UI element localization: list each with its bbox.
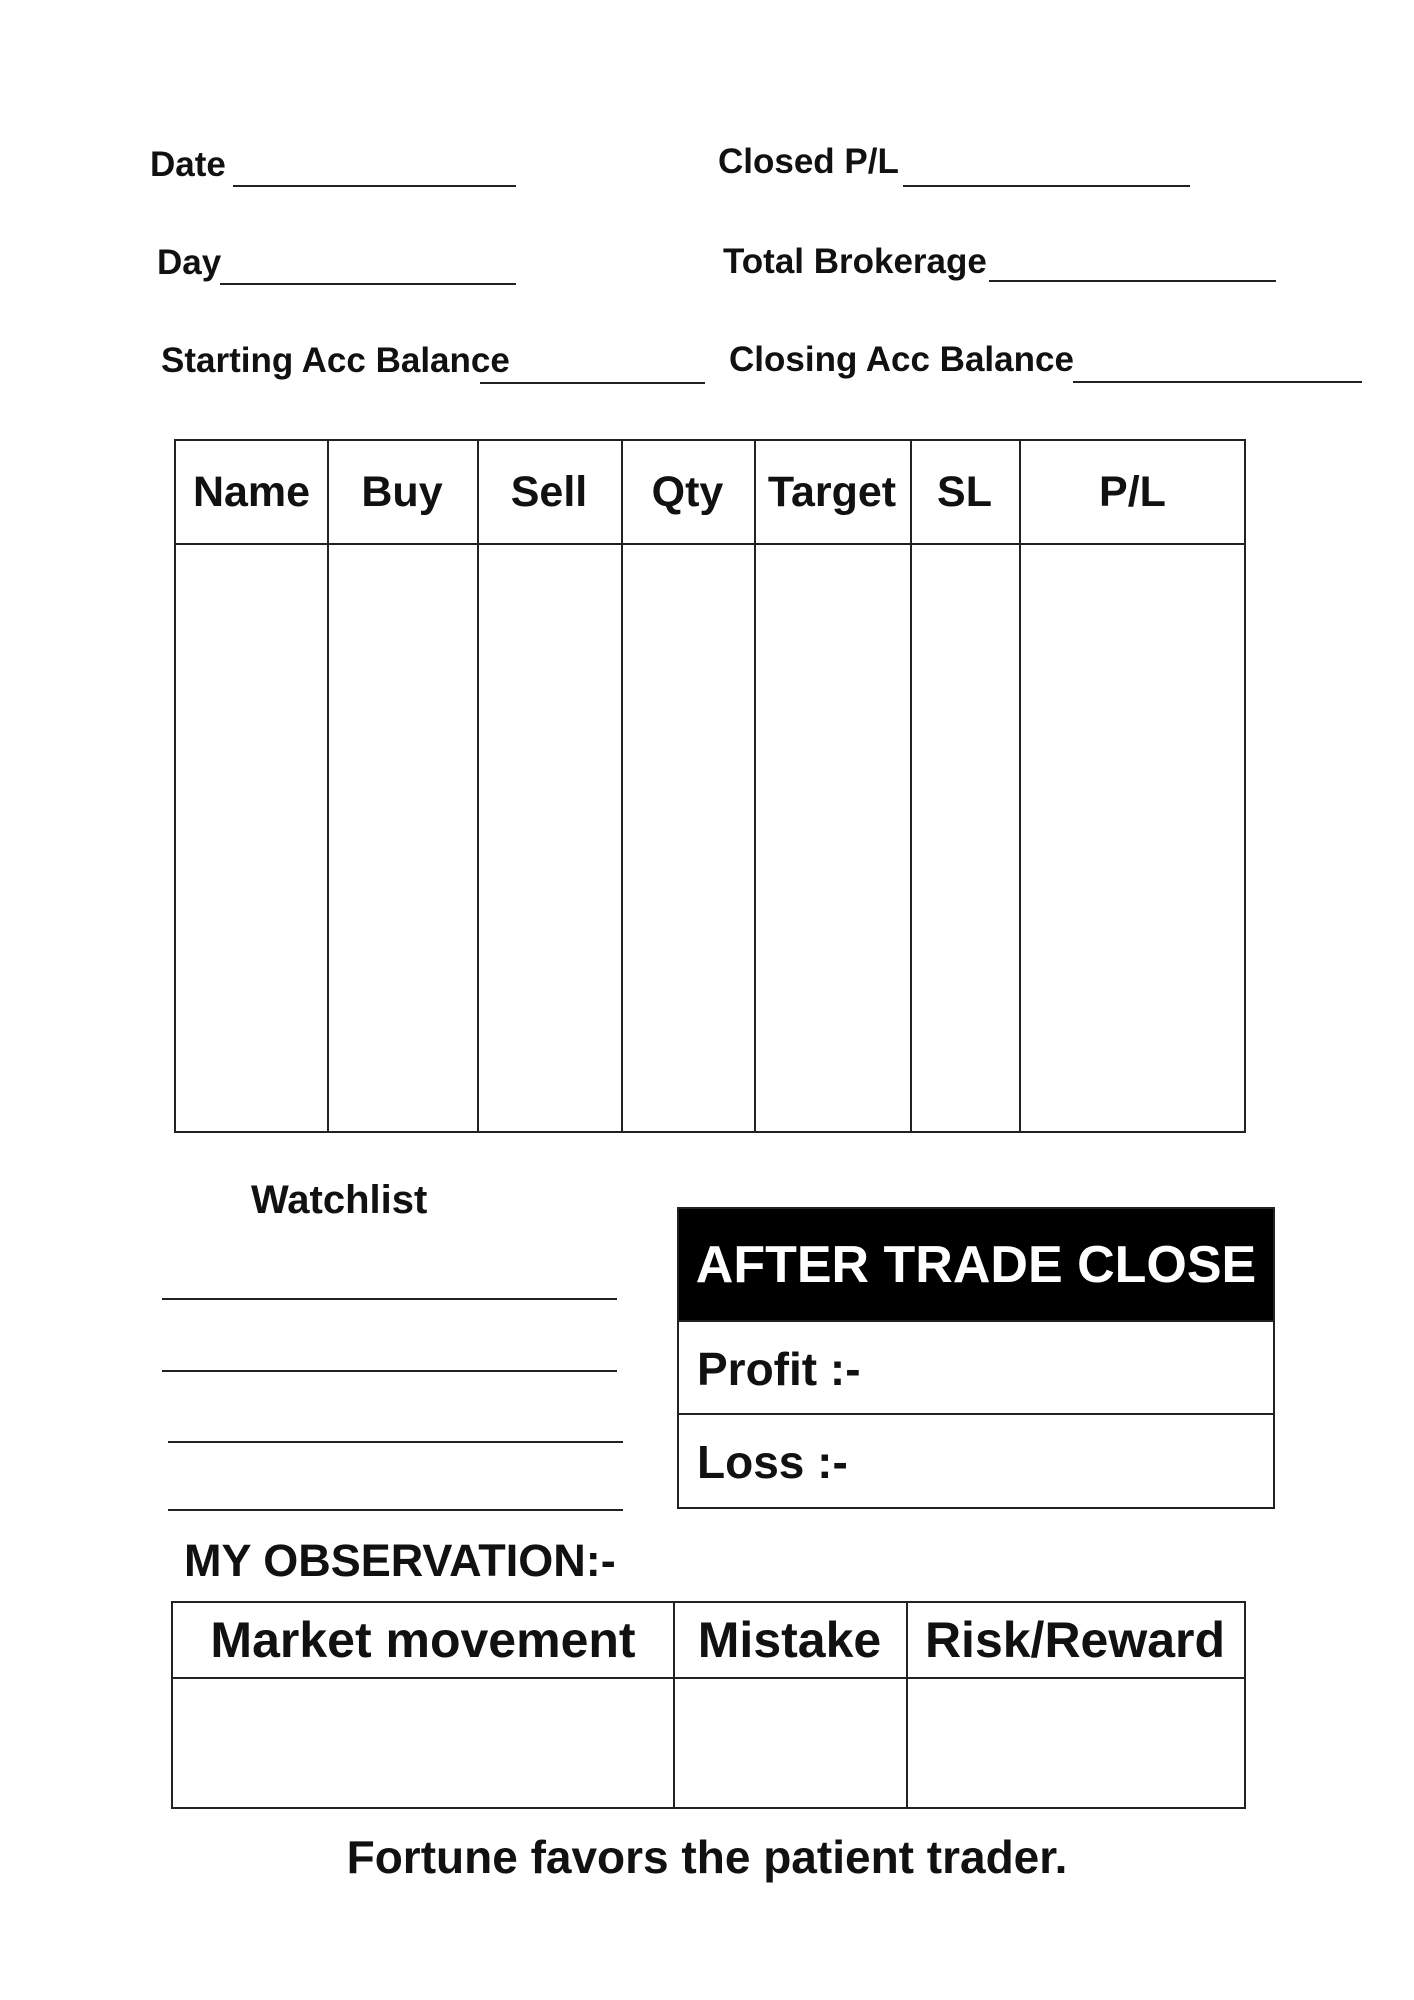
closed-pl-line[interactable] bbox=[903, 185, 1190, 187]
header-buy: Buy bbox=[361, 468, 443, 516]
motto-text: Fortune favors the patient trader. bbox=[346, 1831, 1068, 1883]
starting-balance-line[interactable] bbox=[480, 382, 705, 384]
watchlist-line[interactable] bbox=[168, 1441, 623, 1443]
header-target: Target bbox=[767, 468, 897, 516]
header-market-movement: Market movement bbox=[210, 1612, 636, 1668]
date-label: Date bbox=[150, 145, 226, 184]
loss-row: Loss :- bbox=[679, 1413, 1273, 1509]
day-label: Day bbox=[157, 243, 222, 282]
header-name: Name bbox=[192, 468, 311, 516]
watchlist-line[interactable] bbox=[162, 1370, 617, 1372]
date-line[interactable] bbox=[233, 185, 516, 187]
total-brokerage-line[interactable] bbox=[989, 280, 1276, 282]
trade-table bbox=[174, 439, 1246, 1133]
profit-row: Profit :- bbox=[679, 1320, 1273, 1416]
header-sell: Sell bbox=[510, 468, 588, 516]
total-brokerage-label: Total Brokerage bbox=[723, 242, 987, 281]
header-risk-reward: Risk/Reward bbox=[924, 1612, 1226, 1668]
after-trade-close-title: AFTER TRADE CLOSE bbox=[679, 1209, 1273, 1321]
after-trade-close-box bbox=[677, 1207, 1275, 1509]
closing-balance-label: Closing Acc Balance bbox=[729, 340, 1074, 379]
header-pl: P/L bbox=[1099, 468, 1166, 516]
header-sl: SL bbox=[937, 468, 992, 516]
day-line[interactable] bbox=[220, 283, 516, 285]
closed-pl-label: Closed P/L bbox=[718, 142, 899, 181]
column-divider bbox=[754, 441, 756, 1131]
observation-title: MY OBSERVATION:- bbox=[184, 1535, 616, 1586]
column-divider bbox=[477, 441, 479, 1131]
watchlist-title: Watchlist bbox=[251, 1178, 428, 1222]
observation-table bbox=[171, 1601, 1246, 1809]
column-divider bbox=[910, 441, 912, 1131]
header-mistake: Mistake bbox=[697, 1612, 882, 1668]
column-divider bbox=[1019, 441, 1021, 1131]
column-divider bbox=[621, 441, 623, 1131]
watchlist-line[interactable] bbox=[168, 1509, 623, 1511]
watchlist-line[interactable] bbox=[162, 1298, 617, 1300]
header-qty: Qty bbox=[651, 468, 724, 516]
column-divider bbox=[327, 441, 329, 1131]
starting-balance-label: Starting Acc Balance bbox=[161, 341, 510, 380]
closing-balance-line[interactable] bbox=[1073, 381, 1362, 383]
